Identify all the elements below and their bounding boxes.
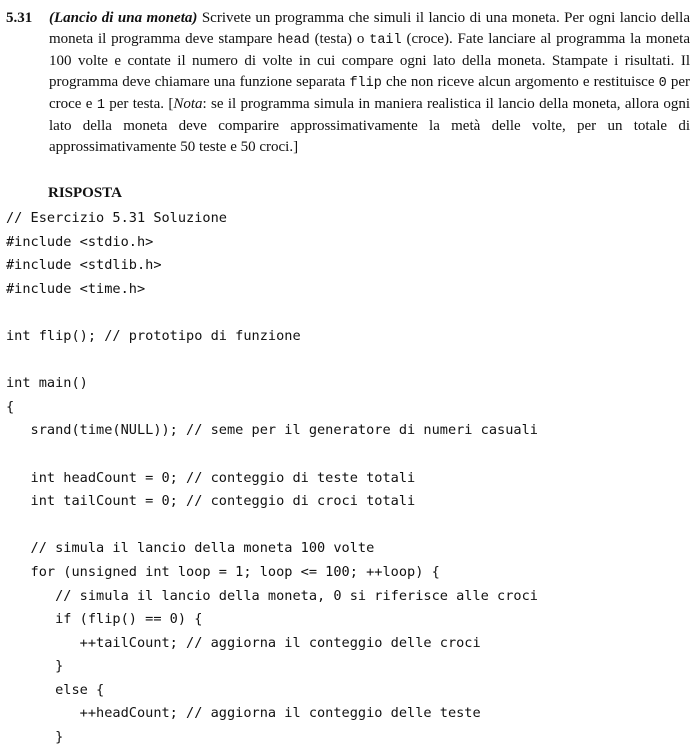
code-line: // simula il lancio della moneta 100 volte: [6, 540, 375, 557]
exercise-text: [49, 8, 690, 158]
inline-code-one: 1: [96, 98, 105, 113]
exercise-number: 5.31: [6, 10, 33, 26]
code-line: for (unsigned int loop = 1; loop <= 100; ++loop) {: [6, 563, 440, 580]
inline-code-flip: flip: [349, 76, 382, 91]
code-line: }: [6, 729, 64, 746]
code-line: if (flip() == 0) {: [6, 611, 203, 628]
code-block: [6, 207, 538, 750]
code-line: int tailCount = 0; // conteggio di croci totali: [6, 493, 416, 510]
exercise-text-part: (testa) o: [309, 31, 370, 47]
code-line: // simula il lancio della moneta, 0 si riferisce alle croci: [6, 587, 538, 604]
code-line: ++tailCount; // aggiorna il conteggio delle croci: [6, 634, 481, 651]
code-line: #include <stdlib.h>: [6, 257, 162, 274]
code-line: #include <time.h>: [6, 280, 146, 297]
code-line: [6, 349, 538, 373]
nota-label: Nota: [173, 96, 203, 112]
code-line: // Esercizio 5.31 Soluzione: [6, 210, 227, 226]
code-line: int main(): [6, 375, 88, 392]
code-line: }: [6, 658, 64, 675]
exercise-text-part: per testa. [: [104, 96, 174, 112]
exercise-title: (Lancio di una moneta): [49, 10, 198, 26]
code-line: [6, 514, 538, 538]
code-line: srand(time(NULL)); // seme per il generatore di numeri casuali: [6, 422, 538, 439]
exercise-text-part: per croce e: [49, 74, 691, 112]
code-line: [6, 301, 538, 325]
code-line: int flip(); // prototipo di funzione: [6, 327, 301, 344]
exercise-text-part: : se il programma simula in maniera realistica il lancio della moneta, allora ogni lato della moneta deve comparire approssimativamente la metà delle volte, per un totale di approssimativamente 50 teste e 50 croci.]: [49, 96, 690, 155]
code-line: else {: [6, 681, 105, 698]
code-line: int headCount = 0; // conteggio di teste totali: [6, 469, 416, 486]
exercise-statement: [6, 8, 690, 158]
answer-heading: RISPOSTA: [48, 185, 122, 201]
exercise-text-part: che non riceve alcun argomento e restituisce: [381, 74, 659, 90]
code-line: ++headCount; // aggiorna il conteggio delle teste: [6, 705, 481, 722]
exercise-text-part: (croce). Fate lanciare al programma la moneta 100 volte e contate il numero di volte in cui compare ogni lato della moneta. Stampate i risultati. Il programma deve chiamare una funzione separata: [49, 31, 690, 90]
inline-code-head: head: [277, 33, 310, 48]
exercise-text-part: Scrivete un programma che simuli il lancio di una moneta. Per ogni lancio della moneta il programma deve stampare: [49, 10, 690, 47]
code-line: [6, 443, 538, 467]
code-line: #include <stdio.h>: [6, 233, 154, 250]
code-line: {: [6, 398, 15, 415]
inline-code-zero: 0: [658, 76, 667, 91]
inline-code-tail: tail: [369, 33, 402, 48]
